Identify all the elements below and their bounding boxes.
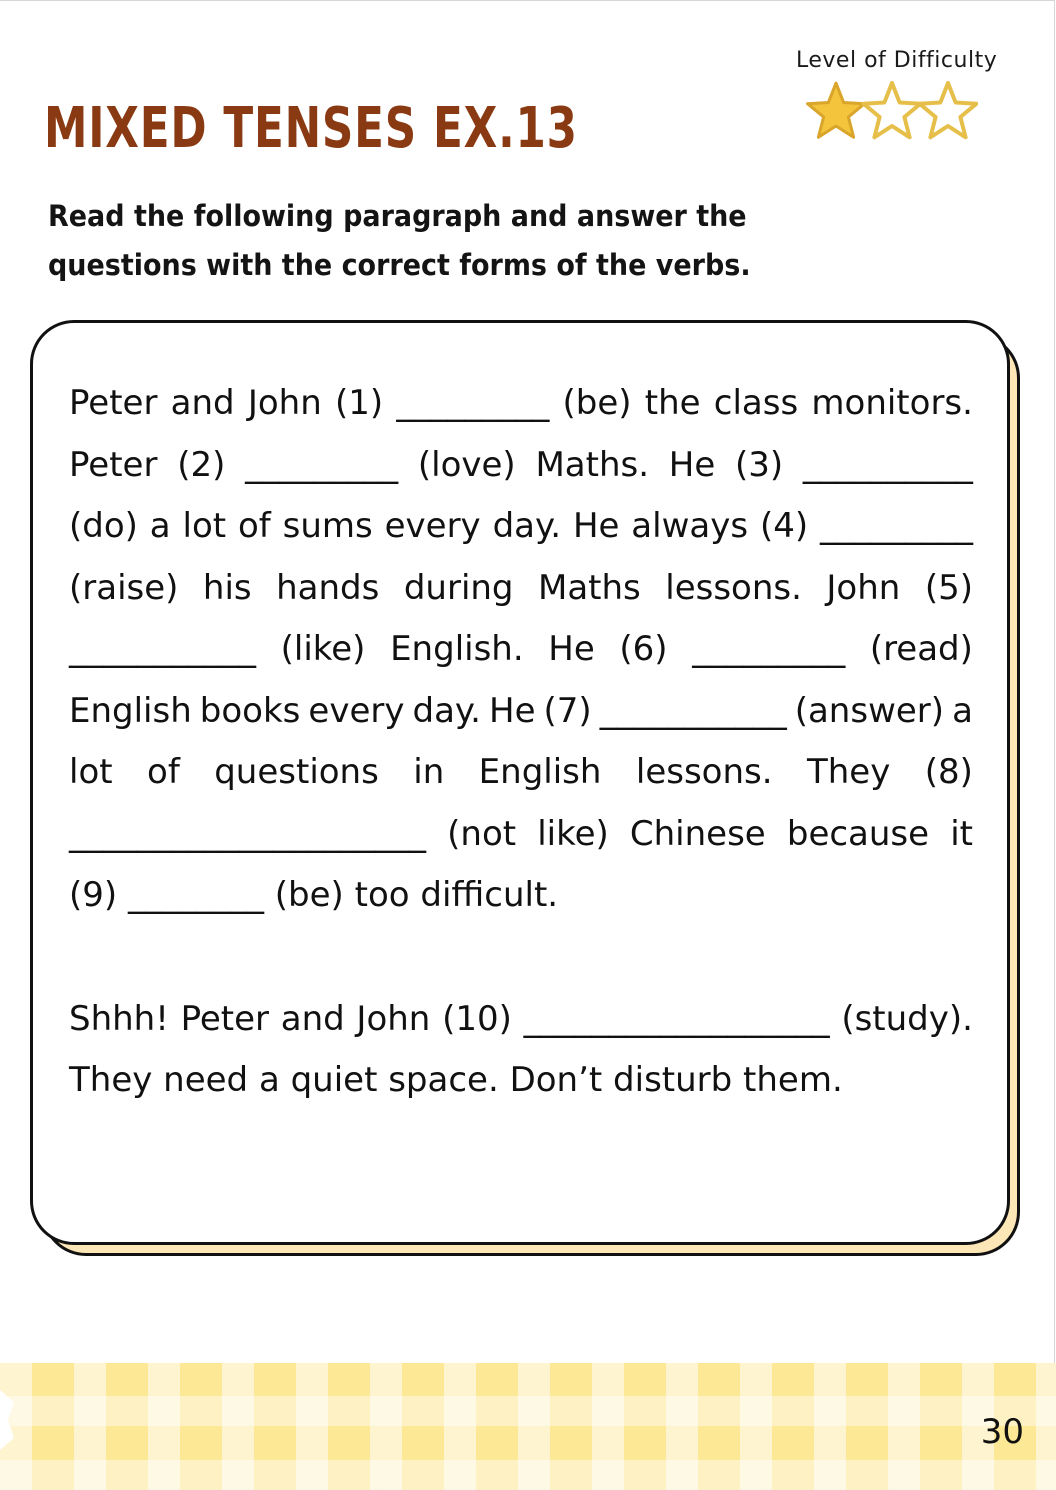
passage-word: class: [713, 383, 799, 423]
passage-word: John: [826, 567, 901, 608]
passage-line: [69, 804, 973, 866]
passage-word: of: [237, 506, 271, 546]
page-title: MIXED TENSES EX.13: [44, 96, 578, 161]
passage-word: (study).: [841, 998, 973, 1039]
passage-word: English: [478, 752, 602, 792]
passage-word: (like): [280, 629, 366, 669]
passage-word: (8): [924, 752, 973, 792]
passage-word: and: [280, 998, 345, 1039]
passage-word: (love): [417, 444, 516, 485]
passage-word: it: [950, 813, 973, 854]
passage-word: his: [202, 567, 252, 608]
passage-word: and: [170, 383, 235, 423]
footer-notch: [0, 1390, 22, 1450]
answer-blank: _____________________: [69, 813, 426, 854]
page-number: 30: [980, 1412, 1024, 1452]
passage-word: (5): [924, 567, 973, 608]
passage-line: [69, 558, 973, 620]
passage-word: day.: [412, 690, 481, 731]
passage-word: He: [548, 629, 595, 669]
passage-line: [69, 373, 973, 435]
passage-word: (read): [869, 629, 973, 669]
passage-word: (raise): [69, 567, 179, 608]
instructions: Read the following paragraph and answer the questions with the correct forms of the verbs.: [48, 199, 751, 282]
passage-line: [69, 989, 973, 1051]
passage-word: because: [786, 813, 930, 854]
passage-word: (4): [759, 506, 809, 546]
passage-word: (1): [334, 383, 384, 423]
passage-word: (do): [69, 506, 138, 546]
passage-line: They need a quiet space. Don’t disturb them.: [69, 1060, 843, 1100]
passage-line: [69, 435, 973, 497]
passage-word: English.: [390, 629, 524, 669]
passage-word: day.: [492, 506, 562, 546]
passage-word: Maths.: [535, 444, 650, 485]
passage-word: They: [806, 752, 891, 792]
passage-word: (3): [735, 444, 784, 485]
passage-word: monitors.: [811, 383, 973, 423]
passage-word: lessons.: [635, 752, 773, 792]
passage-word: He: [572, 506, 620, 546]
star-outline-icon: [920, 83, 977, 137]
answer-blank: ___________: [69, 629, 256, 669]
passage-word: John: [356, 998, 431, 1039]
paragraph-1: [69, 373, 973, 927]
paragraph-2: [69, 989, 973, 1112]
passage-word: of: [147, 752, 180, 792]
passage-line: [69, 681, 973, 743]
answer-blank: ___________: [599, 690, 787, 731]
answer-blank: __________: [802, 444, 973, 485]
star-outline-icon: [864, 83, 921, 137]
passage-word: like): [537, 813, 609, 854]
passage-word: Shhh!: [69, 998, 169, 1039]
answer-blank: _________: [692, 629, 846, 669]
passage-word: (not: [447, 813, 517, 854]
passage-word: He: [668, 444, 716, 485]
passage-word: during: [403, 567, 514, 608]
passage-word: (7): [543, 690, 592, 731]
passage-line: [69, 742, 973, 804]
passage-word: (10): [442, 998, 512, 1039]
passage-line: (9) ________ (be) too difficult.: [69, 875, 559, 915]
difficulty-label: Level of Difficulty: [796, 48, 998, 73]
passage-word: (answer): [794, 690, 945, 731]
passage-word: (6): [619, 629, 668, 669]
passage-word: every: [384, 506, 481, 546]
difficulty-stars: [806, 80, 978, 142]
passage-word: lot: [69, 752, 113, 792]
passage-word: He: [489, 690, 536, 731]
passage-word: Peter: [180, 998, 270, 1039]
passage-card: [30, 320, 1010, 1245]
answer-blank: __________________: [523, 998, 830, 1039]
star-filled-icon: [808, 83, 865, 137]
passage-word: John: [247, 383, 322, 423]
passage-word: lessons.: [665, 567, 802, 608]
passage-line: [69, 619, 973, 681]
passage-word: sums: [282, 506, 373, 546]
passage-word: every: [308, 690, 405, 731]
passage-word: English: [69, 690, 192, 731]
passage: [69, 373, 973, 1112]
passage-word: (be): [562, 383, 632, 423]
passage-word: Chinese: [629, 813, 766, 854]
passage-word: books: [199, 690, 301, 731]
passage-word: a: [149, 506, 171, 546]
passage-word: lot: [182, 506, 227, 546]
answer-blank: _________: [396, 383, 550, 423]
passage-word: always: [631, 506, 749, 546]
passage-word: (2): [177, 444, 226, 485]
passage-word: Maths: [538, 567, 641, 608]
footer-band: [0, 1363, 1056, 1490]
passage-word: hands: [276, 567, 380, 608]
passage-word: Peter: [69, 444, 158, 485]
passage-word: Peter: [69, 383, 158, 423]
passage-word: in: [413, 752, 445, 792]
answer-blank: _________: [819, 506, 973, 546]
passage-word: questions: [214, 752, 379, 792]
answer-blank: _________: [245, 444, 399, 485]
passage-line: [69, 496, 973, 558]
passage-word: the: [644, 383, 701, 423]
passage-word: a: [952, 690, 973, 731]
